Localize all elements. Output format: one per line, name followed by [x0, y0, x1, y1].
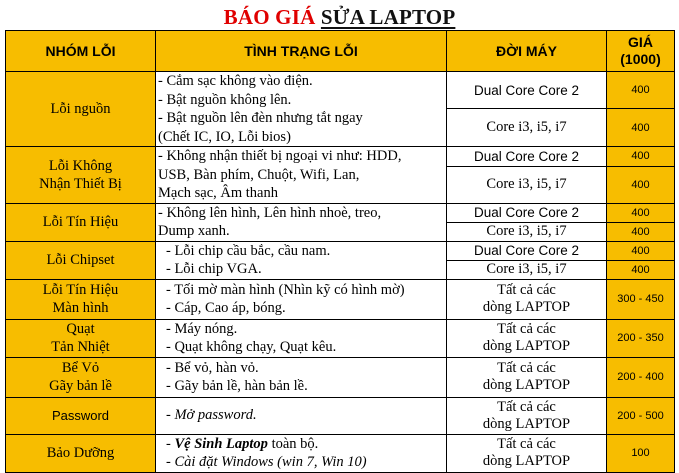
desc-line: (Chết IC, IO, Lỗi bios) — [158, 128, 291, 145]
header-row — [6, 31, 675, 72]
group-name-line1: Bể Vỏ — [61, 360, 100, 376]
table-row — [6, 397, 675, 434]
desc-line: - Quạt không chạy, Quạt kêu. — [166, 339, 337, 355]
desc-line: - Cắm sạc không vào điện. — [158, 73, 313, 89]
group-name: Lỗi nguồn — [6, 72, 156, 147]
table-row — [6, 279, 675, 319]
model-cell — [447, 279, 607, 319]
desc-line: - Gãy bản lề, hàn bản lề. — [166, 378, 308, 394]
desc-bold: Vệ Sinh Laptop — [174, 435, 268, 452]
group-name: Bảo Dưỡng — [6, 434, 156, 472]
model-line1: Tất cả các — [497, 360, 556, 376]
group-name: Lỗi Chipset — [6, 241, 156, 279]
group-name — [6, 357, 156, 397]
group-name: Lỗi Tín Hiệu — [6, 203, 156, 241]
group-name — [6, 279, 156, 319]
model-line2: dòng LAPTOP — [482, 377, 571, 393]
group-desc — [156, 397, 447, 434]
model-line1: Tất cả các — [497, 282, 556, 298]
model-line1: Tất cả các — [497, 436, 556, 452]
header-desc: TÌNH TRẠNG LỖI — [156, 31, 447, 72]
price-table — [5, 30, 675, 473]
price-cell: 200 - 500 — [607, 397, 675, 434]
model-cell — [447, 319, 607, 357]
price-cell: 200 - 400 — [607, 357, 675, 397]
desc-line: - Cài đặt Windows (win 7, Win 10) — [166, 454, 367, 470]
header-price-line2: (1000) — [620, 51, 661, 67]
desc-line: Mạch sạc, Âm thanh — [158, 185, 278, 201]
table-row — [6, 319, 675, 357]
group-name — [6, 319, 156, 357]
model-cell — [447, 397, 607, 434]
group-desc — [156, 203, 447, 241]
desc-line: - Vệ Sinh Laptop toàn bộ. — [166, 435, 319, 452]
desc-line: - Tối mờ màn hình (Nhìn kỹ có hình mờ) — [166, 281, 405, 298]
model-line1: Tất cả các — [497, 398, 556, 415]
group-desc — [156, 72, 447, 147]
desc-rest: toàn bộ. — [267, 435, 319, 452]
model-line2: dòng LAPTOP — [482, 415, 571, 432]
model-cell: Dual Core Core 2 — [447, 72, 607, 109]
table-row — [6, 72, 675, 109]
desc-line: - Bể vỏ, hàn vỏ. — [166, 359, 259, 376]
header-group: NHÓM LỖI — [6, 31, 156, 72]
price-cell: 200 - 350 — [607, 319, 675, 357]
model-cell: Core i3, i5, i7 — [447, 166, 607, 203]
model-cell — [447, 357, 607, 397]
group-name-line2: Nhận Thiết Bị — [39, 175, 122, 192]
title-part2: SỬA LAPTOP — [320, 5, 456, 29]
price-cell: 400 — [607, 222, 675, 241]
desc-line: - Không lên hình, Lên hình nhoè, treo, — [158, 204, 382, 221]
desc-line: - Bật nguồn lên đèn nhưng tắt ngay — [158, 110, 363, 126]
model-cell: Dual Core Core 2 — [447, 203, 607, 222]
desc-line: - Không nhận thiết bị ngoại vi như: HDD, — [158, 148, 402, 164]
price-cell: 400 — [607, 260, 675, 279]
model-cell: Dual Core Core 2 — [447, 147, 607, 167]
group-name-line2: Gãy bản lề — [49, 378, 112, 394]
price-cell: 400 — [607, 166, 675, 203]
desc-line: - Mở password. — [166, 407, 257, 424]
group-name-line2: Màn hình — [52, 300, 109, 316]
table-row — [6, 203, 675, 222]
price-cell: 100 — [607, 434, 675, 472]
page-title — [0, 4, 679, 30]
group-desc — [156, 434, 447, 472]
price-cell: 400 — [607, 109, 675, 147]
group-name-line1: Lỗi Không — [48, 157, 113, 174]
group-name: Password — [6, 397, 156, 434]
price-cell: 400 — [607, 72, 675, 109]
header-model: ĐỜI MÁY — [447, 31, 607, 72]
desc-line: - Lỗi chip cầu bắc, cầu nam. — [166, 242, 331, 259]
desc-line: - Máy nóng. — [166, 320, 238, 337]
group-desc — [156, 357, 447, 397]
model-line2: dòng LAPTOP — [482, 338, 571, 354]
table-row — [6, 434, 675, 472]
price-cell: 400 — [607, 203, 675, 222]
model-cell — [447, 434, 607, 472]
group-name — [6, 147, 156, 204]
header-price-line1: GIÁ — [628, 34, 653, 50]
group-desc — [156, 319, 447, 357]
price-cell: 400 — [607, 241, 675, 260]
table-row — [6, 147, 675, 167]
desc-line: - Cáp, Cao áp, bóng. — [166, 300, 286, 316]
model-cell: Dual Core Core 2 — [447, 241, 607, 260]
table-row — [6, 357, 675, 397]
header-price — [607, 31, 675, 72]
table-row — [6, 241, 675, 260]
model-cell: Core i3, i5, i7 — [447, 222, 607, 241]
group-name-line1: Quạt — [66, 321, 95, 337]
model-cell: Core i3, i5, i7 — [447, 260, 607, 279]
model-line1: Tất cả các — [497, 321, 556, 337]
model-line2: dòng LAPTOP — [482, 453, 571, 469]
group-desc — [156, 147, 447, 204]
desc-line: USB, Bàn phím, Chuột, Wifi, Lan, — [158, 166, 360, 183]
model-line2: dòng LAPTOP — [482, 299, 571, 315]
price-cell: 400 — [607, 147, 675, 167]
title-part1: BÁO GIÁ — [223, 5, 316, 29]
desc-line: Dump xanh. — [158, 223, 230, 239]
group-desc — [156, 279, 447, 319]
group-name-line1: Lỗi Tín Hiệu — [42, 282, 119, 298]
model-cell: Core i3, i5, i7 — [447, 109, 607, 147]
group-name-line2: Tản Nhiệt — [51, 339, 110, 355]
price-cell: 300 - 450 — [607, 279, 675, 319]
desc-line: - Bật nguồn không lên. — [158, 91, 292, 108]
desc-line: - Lỗi chip VGA. — [166, 261, 262, 277]
group-desc — [156, 241, 447, 279]
